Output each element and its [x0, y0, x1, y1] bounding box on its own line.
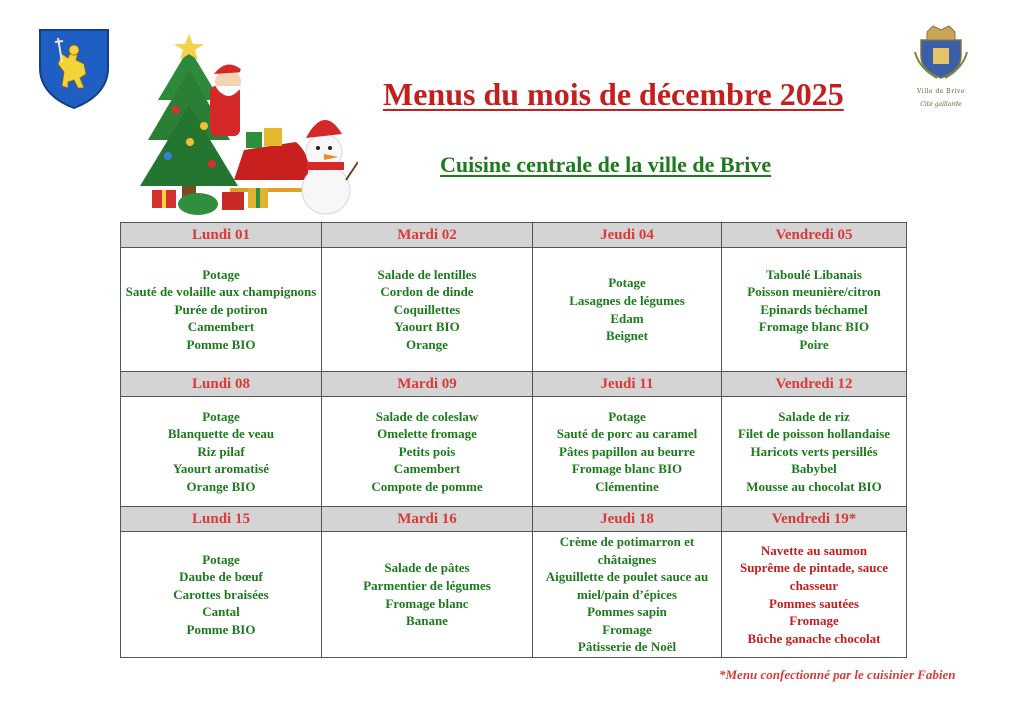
dish-item: Parmentier de légumes: [363, 577, 491, 593]
dish-item: Suprême de pintade, sauce chasseur: [739, 560, 889, 593]
dish-item: Pommes sapin: [587, 604, 667, 620]
dish-item: Potage: [608, 275, 646, 291]
dish-item: Fromage blanc: [385, 595, 469, 611]
dish-item: Purée de potiron: [174, 301, 268, 317]
city-name: Ville de Brive: [917, 88, 965, 95]
dish-item: Salade de lentilles: [377, 266, 477, 282]
dish-item: Potage: [202, 266, 240, 282]
sleigh-icon: [230, 128, 310, 190]
day-label: Lundi 15: [121, 507, 322, 532]
dish-item: Fromage blanc BIO: [758, 319, 870, 335]
dish-item: Riz pilaf: [197, 443, 245, 459]
menu-cell: [121, 248, 322, 372]
dish-item: Pommes sautées: [769, 595, 859, 611]
dish-item: Cantal: [202, 604, 240, 620]
dish-item: Potage: [202, 551, 240, 567]
day-label: Jeudi 18: [533, 507, 722, 532]
day-header-row: [121, 507, 907, 532]
day-label: Mardi 16: [322, 507, 533, 532]
dish-item: Taboulé Libanais: [766, 266, 862, 282]
dish-item: Orange: [406, 336, 448, 352]
dish-item: Camembert: [187, 319, 255, 335]
dish-item: Potage: [202, 408, 240, 424]
menu-cell: [533, 248, 722, 372]
day-label: Jeudi 11: [533, 372, 722, 397]
dish-item: Pâtes papillon au beurre: [559, 443, 695, 459]
dish-item: Haricots verts persillés: [750, 443, 878, 459]
dish-item: Daube de bœuf: [179, 569, 263, 585]
menu-row: [121, 397, 907, 507]
city-crest-icon: [911, 22, 971, 82]
menu-cell: [121, 397, 322, 507]
snowman-icon: [302, 120, 358, 214]
dish-item: Cordon de dinde: [380, 284, 474, 300]
dish-item: Babybel: [791, 461, 837, 477]
dish-item: Navette au saumon: [760, 542, 868, 558]
dish-item: Pâtisserie de Noël: [577, 639, 677, 655]
dish-item: Fromage: [789, 613, 839, 629]
dish-item: Petits pois: [398, 443, 456, 459]
dish-item: Filet de poisson hollandaise: [737, 426, 891, 442]
dish-item: Blanquette de veau: [167, 426, 275, 442]
dish-item: Edam: [610, 310, 644, 326]
dish-item: Potage: [608, 408, 646, 424]
day-label: Mardi 09: [322, 372, 533, 397]
menu-cell: [121, 532, 322, 658]
page-title: Menus du mois de décembre 2025: [383, 76, 844, 112]
dish-item: Poisson meunière/citron: [747, 284, 881, 300]
day-label: Vendredi 12: [722, 372, 907, 397]
city-logo: [905, 22, 977, 120]
dish-item: Sauté de volaille aux champignons: [125, 284, 317, 300]
menu-cell: [322, 248, 533, 372]
menu-cell: [322, 397, 533, 507]
dish-item: Crème de potimarron et châtaignes: [559, 533, 695, 567]
dish-item: Beignet: [606, 328, 648, 344]
day-label: Vendredi 19*: [722, 507, 907, 532]
coat-of-arms-icon: [38, 28, 110, 110]
dish-item: Bûche ganache chocolat: [747, 630, 881, 646]
dish-item: Fromage: [602, 621, 652, 637]
dish-item: Salade de riz: [778, 408, 850, 424]
menu-cell: [722, 397, 907, 507]
day-header-row: [121, 223, 907, 248]
dish-item: Poire: [799, 336, 829, 352]
menu-cell: [533, 397, 722, 507]
dish-item: Omelette fromage: [377, 426, 477, 442]
christmas-illustration: [138, 30, 358, 216]
dish-item: Epinards béchamel: [760, 301, 868, 317]
menu-cell: [322, 532, 533, 658]
dish-item: Salade de coleslaw: [375, 408, 479, 424]
dish-item: Clémentine: [595, 478, 659, 494]
menu-cell: [722, 532, 907, 658]
gifts-icon: [152, 188, 268, 215]
dish-item: Pomme BIO: [186, 336, 256, 352]
dish-item: Mousse au chocolat BIO: [746, 478, 882, 494]
dish-item: Pomme BIO: [186, 621, 256, 637]
day-header-row: [121, 372, 907, 397]
menu-row: [121, 532, 907, 658]
day-label: Lundi 08: [121, 372, 322, 397]
dish-item: Lasagnes de légumes: [569, 292, 685, 308]
dish-item: Fromage blanc BIO: [571, 461, 683, 477]
menu-table: [120, 222, 907, 658]
day-label: Vendredi 05: [722, 223, 907, 248]
dish-item: Yaourt BIO: [394, 319, 460, 335]
menu-row: [121, 248, 907, 372]
dish-item: Compote de pomme: [371, 478, 483, 494]
dish-item: Yaourt aromatisé: [172, 461, 270, 477]
page-subtitle: Cuisine centrale de la ville de Brive: [440, 152, 772, 177]
dish-item: Carottes braisées: [173, 586, 269, 602]
dish-item: Coquillettes: [393, 301, 461, 317]
dish-item: Sauté de porc au caramel: [556, 426, 698, 442]
dish-item: Banane: [406, 613, 448, 629]
dish-item: Orange BIO: [186, 478, 256, 494]
dish-item: Salade de pâtes: [384, 560, 470, 576]
dish-item: Camembert: [393, 461, 461, 477]
city-motto: Cité gaillarde: [920, 101, 962, 108]
footnote: *Menu confectionné par le cuisinier Fabien: [719, 667, 956, 682]
menu-cell: [722, 248, 907, 372]
day-label: Mardi 02: [322, 223, 533, 248]
menu-cell: [533, 532, 722, 658]
day-label: Lundi 01: [121, 223, 322, 248]
dish-item: Aiguillette de poulet sauce au miel/pain d’épices: [545, 569, 709, 602]
santa-icon: [210, 64, 248, 136]
day-label: Jeudi 04: [533, 223, 722, 248]
